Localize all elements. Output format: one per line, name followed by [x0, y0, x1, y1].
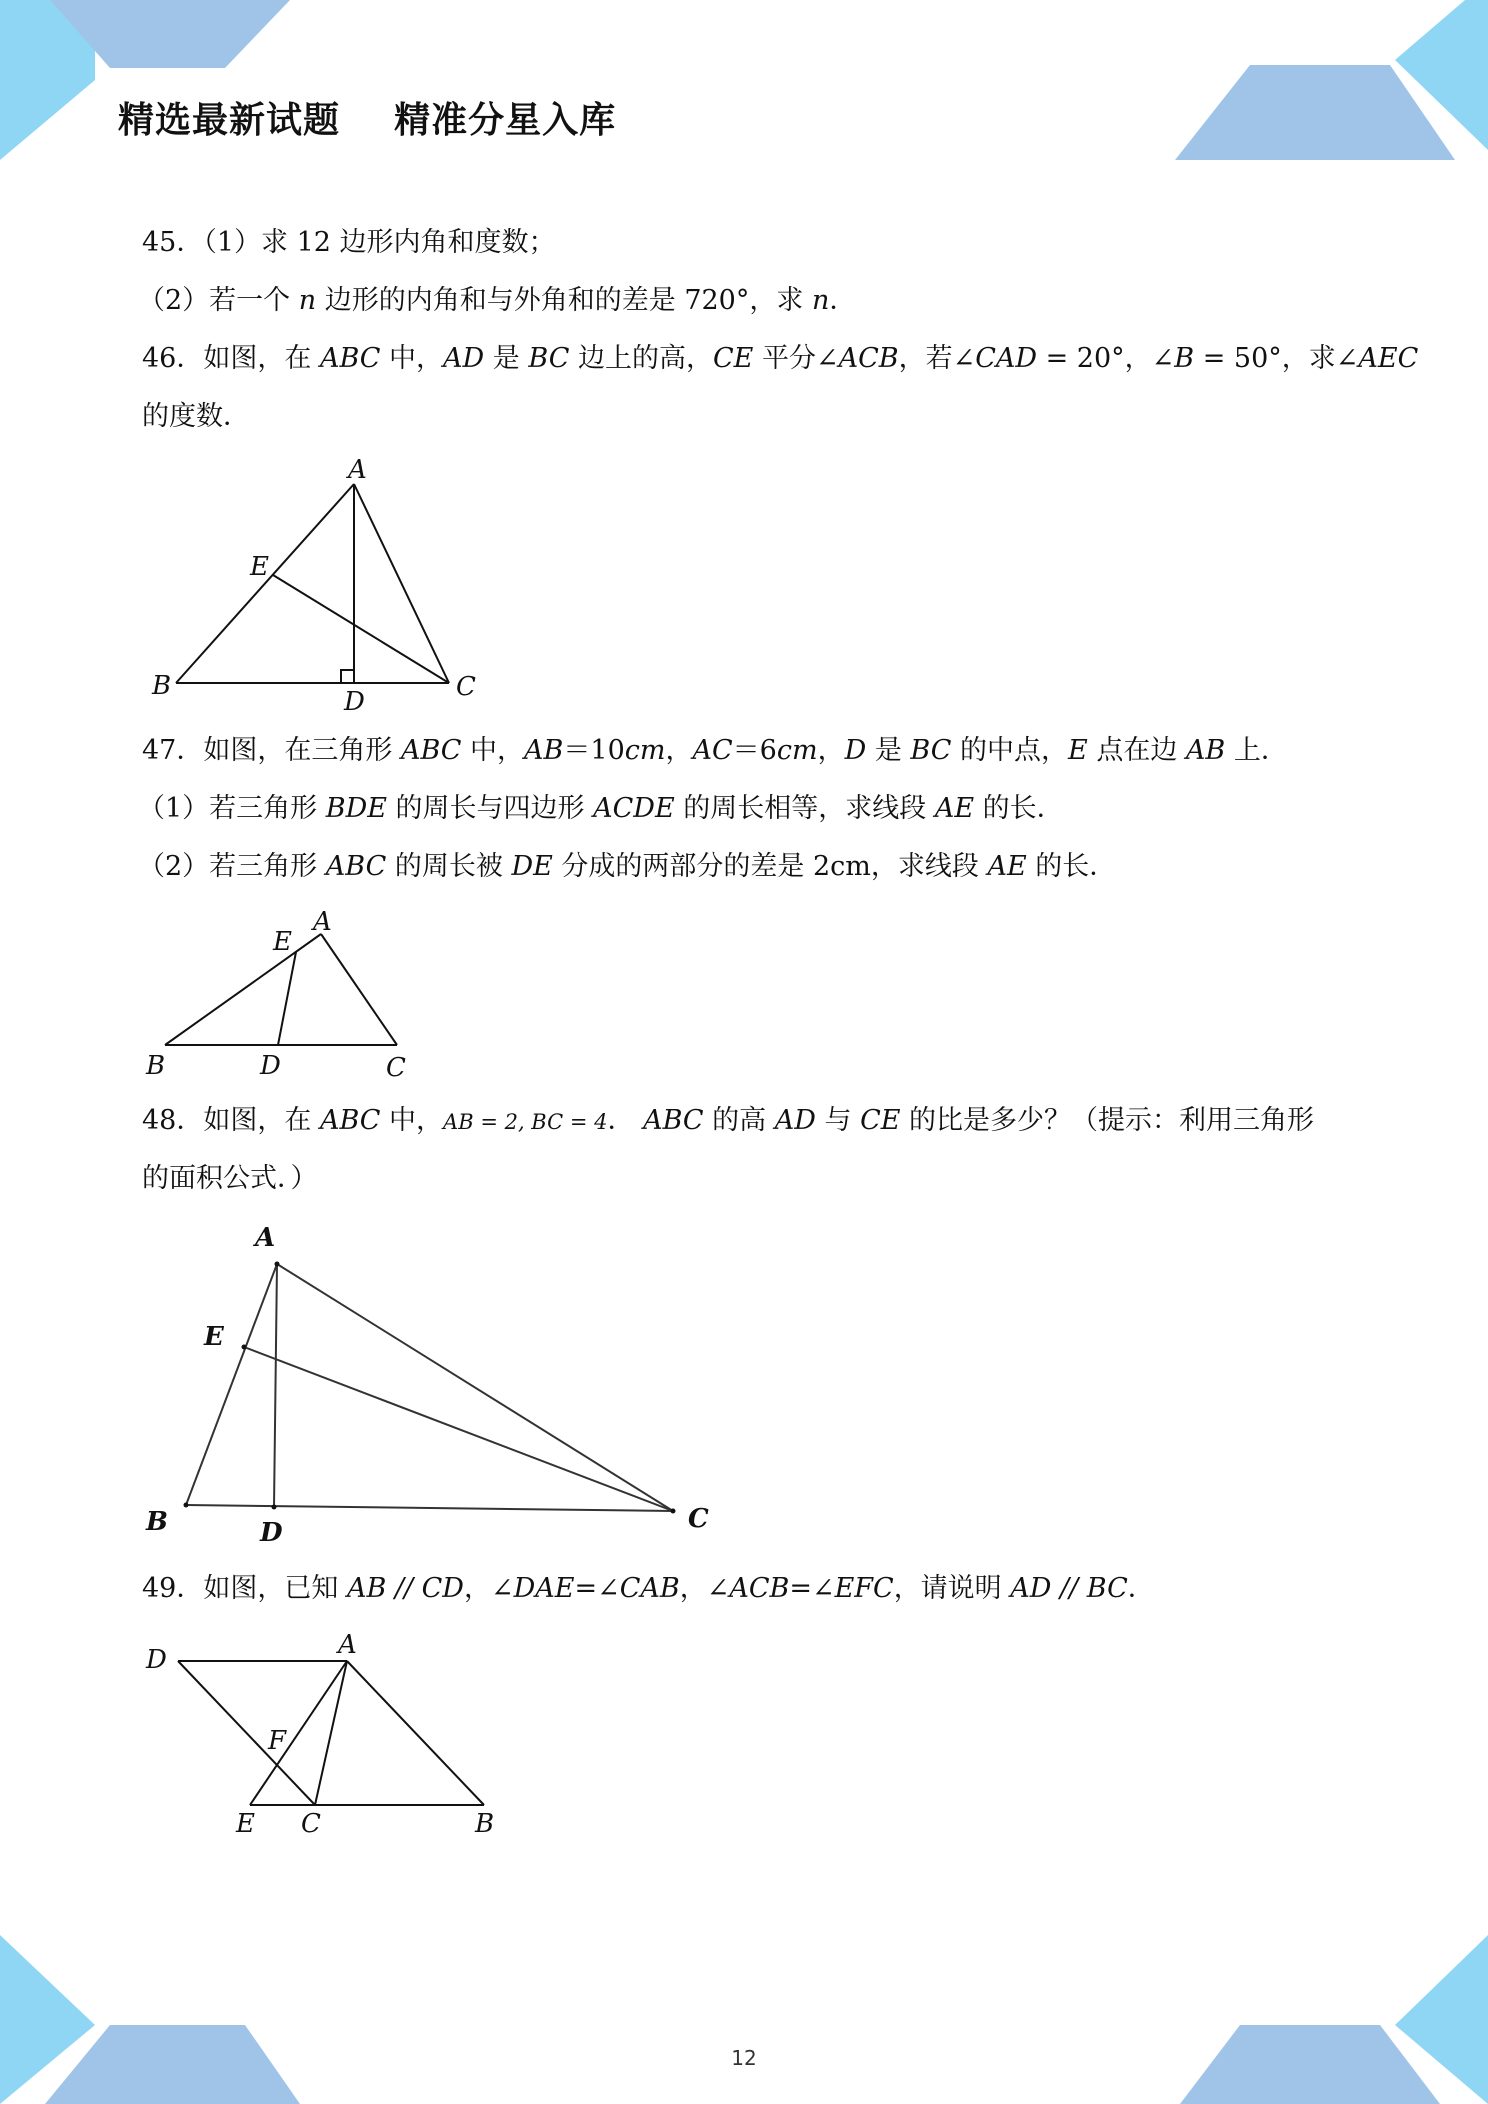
fig47-label-C: C — [386, 1053, 406, 1083]
page-header-title: 精选最新试题 精准分星入库 — [118, 100, 617, 141]
fig48-point-B — [184, 1503, 189, 1508]
fig47-side-AB — [165, 934, 321, 1045]
q46-line2: 的度数． — [142, 401, 250, 432]
fig46-label-B: B — [152, 671, 172, 701]
q49-line1: 49．如图，已知 AB // CD，∠DAE=∠CAB，∠ACB=∠EFC，请说明 AD // BC． — [142, 1573, 1155, 1604]
q48-line1: 48．如图，在 ABC 中，AB = 2, BC = 4． ABC 的高 AD 与 CE 的比是多少？（提示：利用三角形 — [142, 1105, 1315, 1136]
fig49-label-E: E — [236, 1809, 255, 1839]
fig48-point-D — [272, 1505, 277, 1510]
fig49-segment-AB — [347, 1661, 484, 1805]
fig49-label-A: A — [338, 1630, 357, 1660]
fig47-segment-DE — [278, 952, 296, 1045]
fig49-label-C: C — [301, 1809, 321, 1839]
fig48-point-C — [671, 1509, 676, 1514]
fig48-label-D: D — [260, 1518, 283, 1548]
fig46-side-AB — [176, 484, 354, 683]
fig48-side-AC — [277, 1264, 673, 1511]
fig48-altitude-AD — [274, 1264, 277, 1507]
q46-line1: 46．如图，在 ABC 中，AD 是 BC 边上的高，CE 平分∠ACB，若∠CAD = 20°，∠B = 50°，求∠AEC — [142, 343, 1419, 374]
page-number: 12 — [731, 2046, 757, 2070]
fig48-label-A: A — [255, 1223, 276, 1253]
fig49-segment-AE — [250, 1661, 347, 1805]
q45-line1: 45．（1）求 12 边形内角和度数； — [142, 227, 556, 258]
q47-line3: （2）若三角形 ABC 的周长被 DE 分成的两部分的差是 2cm，求线段 AE 的长． — [138, 851, 1117, 882]
figure-q49 — [140, 1625, 520, 1850]
figure-q46 — [140, 450, 490, 720]
fig46-label-D: D — [344, 687, 365, 717]
fig48-point-A — [275, 1262, 280, 1267]
fig48-label-E: E — [204, 1322, 224, 1352]
fig49-segment-DC — [178, 1661, 315, 1805]
fig47-label-E: E — [273, 927, 292, 957]
fig46-label-A: A — [348, 455, 367, 485]
fig48-side-AB — [186, 1264, 277, 1505]
fig48-label-B: B — [146, 1507, 168, 1537]
figure-q47 — [140, 900, 460, 1090]
fig48-side-BC — [186, 1505, 673, 1511]
fig46-label-C: C — [456, 672, 476, 702]
fig49-label-F: F — [268, 1726, 287, 1756]
fig47-label-A: A — [313, 907, 332, 937]
q47-line1: 47．如图，在三角形 ABC 中，AB＝10cm，AC＝6cm，D 是 BC 的中点，E 点在边 AB 上． — [142, 735, 1288, 766]
fig48-altitude-CE — [244, 1347, 673, 1511]
fig49-label-B: B — [475, 1809, 495, 1839]
fig46-label-E: E — [250, 552, 269, 582]
fig47-side-AC — [321, 934, 397, 1045]
fig49-label-D: D — [146, 1645, 167, 1675]
figure-q48 — [140, 1215, 720, 1555]
fig48-point-E — [242, 1345, 247, 1350]
q47-line2: （1）若三角形 BDE 的周长与四边形 ACDE 的周长相等，求线段 AE 的长． — [138, 793, 1064, 824]
fig48-label-C: C — [688, 1504, 709, 1534]
q45-line2: （2）若一个 n 边形的内角和与外角和的差是 720°，求 n． — [138, 285, 857, 316]
q48-line2: 的面积公式．） — [142, 1163, 318, 1194]
fig49-segment-AC — [315, 1661, 347, 1805]
fig47-label-D: D — [260, 1051, 281, 1081]
deco-top-right-trapezoid — [1175, 65, 1455, 160]
fig46-right-angle-mark — [341, 670, 354, 683]
fig47-label-B: B — [146, 1051, 166, 1081]
